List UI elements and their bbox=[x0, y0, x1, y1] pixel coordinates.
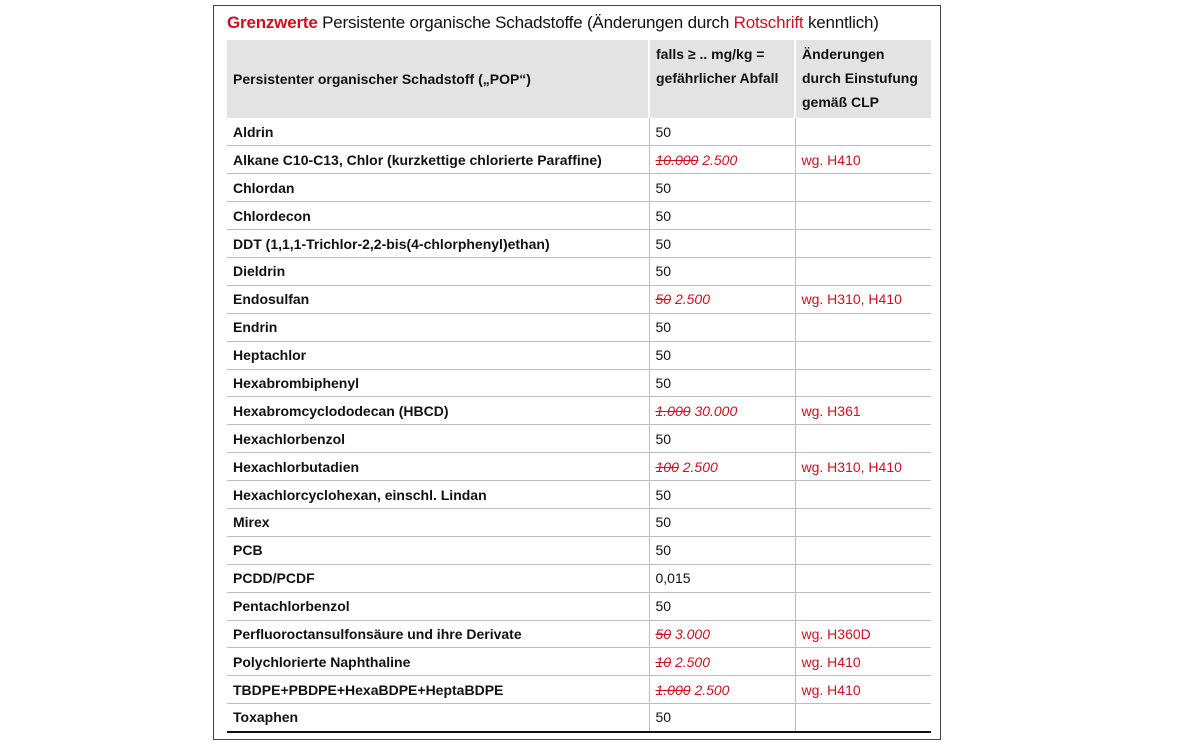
substance-name: Mirex bbox=[227, 508, 649, 536]
new-value: 2.500 bbox=[682, 458, 718, 475]
table-row bbox=[227, 648, 931, 676]
old-value: 10.000 bbox=[655, 151, 699, 168]
header-threshold: falls ≥ .. mg/kg = gefährlicher Abfall bbox=[649, 40, 795, 118]
threshold-value: 0,015 bbox=[649, 564, 795, 592]
threshold-value bbox=[649, 620, 795, 648]
substance-name: PCB bbox=[227, 536, 649, 564]
substance-name: Dieldrin bbox=[227, 257, 649, 285]
clp-change bbox=[795, 230, 931, 258]
threshold-value: 50 bbox=[649, 481, 795, 509]
clp-change bbox=[795, 536, 931, 564]
table-row bbox=[227, 481, 931, 509]
table-row bbox=[227, 536, 931, 564]
title-red-word: Rotschrift bbox=[733, 13, 804, 32]
table-row bbox=[227, 369, 931, 397]
threshold-value: 50 bbox=[649, 425, 795, 453]
substance-name: Heptachlor bbox=[227, 341, 649, 369]
table-row bbox=[227, 508, 931, 536]
header-row bbox=[227, 40, 931, 118]
substance-name: PCDD/PCDF bbox=[227, 564, 649, 592]
clp-change bbox=[795, 481, 931, 509]
threshold-value: 50 bbox=[649, 313, 795, 341]
table-row bbox=[227, 341, 931, 369]
threshold-value: 50 bbox=[649, 508, 795, 536]
threshold-value: 50 bbox=[649, 704, 795, 732]
table-row bbox=[227, 230, 931, 258]
new-value: 2.500 bbox=[674, 653, 711, 670]
old-value: 1.000 bbox=[655, 681, 691, 698]
clp-change: wg. H410 bbox=[795, 676, 931, 704]
clp-change bbox=[795, 508, 931, 536]
table-body bbox=[227, 118, 931, 732]
clp-change bbox=[795, 425, 931, 453]
old-value: 50 bbox=[655, 291, 672, 308]
old-value: 50 bbox=[655, 625, 672, 642]
title-part1: Persistente organische Schadstoffe (Änderungen durch bbox=[317, 13, 734, 32]
clp-change bbox=[795, 704, 931, 732]
clp-change bbox=[795, 592, 931, 620]
table-row bbox=[227, 118, 931, 146]
substance-name: Chlordan bbox=[227, 174, 649, 202]
threshold-value: 50 bbox=[649, 536, 795, 564]
pop-limits-table bbox=[227, 40, 931, 733]
new-value: 2.500 bbox=[702, 151, 738, 168]
clp-change bbox=[795, 118, 931, 146]
substance-name: Hexachlorcyclohexan, einschl. Lindan bbox=[227, 481, 649, 509]
old-value: 10 bbox=[655, 653, 672, 670]
table-title bbox=[227, 13, 879, 33]
substance-name: Endosulfan bbox=[227, 285, 649, 313]
substance-name: Hexachlorbenzol bbox=[227, 425, 649, 453]
clp-change bbox=[795, 564, 931, 592]
substance-name: Chlordecon bbox=[227, 202, 649, 230]
table-row bbox=[227, 202, 931, 230]
threshold-value: 50 bbox=[649, 369, 795, 397]
threshold-value: 50 bbox=[649, 341, 795, 369]
threshold-value bbox=[649, 648, 795, 676]
table-row bbox=[227, 397, 931, 425]
table-row bbox=[227, 425, 931, 453]
threshold-value: 50 bbox=[649, 592, 795, 620]
clp-change bbox=[795, 369, 931, 397]
clp-change: wg. H361 bbox=[795, 397, 931, 425]
threshold-value bbox=[649, 285, 795, 313]
substance-name: Hexabrombiphenyl bbox=[227, 369, 649, 397]
clp-change: wg. H310, H410 bbox=[795, 285, 931, 313]
substance-name: Alkane C10-C13, Chlor (kurzkettige chlorierte Paraffine) bbox=[227, 146, 649, 174]
table-row bbox=[227, 174, 931, 202]
substance-name: Perfluoroctansulfonsäure und ihre Derivate bbox=[227, 620, 649, 648]
table-row bbox=[227, 620, 931, 648]
table-row bbox=[227, 453, 931, 481]
threshold-value: 50 bbox=[649, 230, 795, 258]
new-value: 2.500 bbox=[674, 291, 711, 308]
header-substance: Persistenter organischer Schadstoff („POP“) bbox=[227, 40, 649, 118]
threshold-value bbox=[649, 453, 795, 481]
threshold-value bbox=[649, 397, 795, 425]
table-row bbox=[227, 704, 931, 732]
substance-name: Endrin bbox=[227, 313, 649, 341]
table-row bbox=[227, 257, 931, 285]
substance-name: Aldrin bbox=[227, 118, 649, 146]
new-value: 2.500 bbox=[694, 681, 730, 698]
new-value: 30.000 bbox=[694, 402, 738, 419]
clp-change bbox=[795, 341, 931, 369]
threshold-value: 50 bbox=[649, 257, 795, 285]
title-bold: Grenzwerte bbox=[227, 13, 318, 32]
clp-change bbox=[795, 313, 931, 341]
threshold-value: 50 bbox=[649, 118, 795, 146]
threshold-value: 50 bbox=[649, 202, 795, 230]
table-row bbox=[227, 676, 931, 704]
threshold-value bbox=[649, 676, 795, 704]
old-value: 100 bbox=[655, 458, 679, 475]
substance-name: DDT (1,1,1-Trichlor-2,2-bis(4-chlorphenyl)ethan) bbox=[227, 230, 649, 258]
clp-change bbox=[795, 202, 931, 230]
substance-name: Hexachlorbutadien bbox=[227, 453, 649, 481]
substance-name: Hexabromcyclododecan (HBCD) bbox=[227, 397, 649, 425]
clp-change: wg. H410 bbox=[795, 146, 931, 174]
threshold-value bbox=[649, 146, 795, 174]
table-row bbox=[227, 146, 931, 174]
substance-name: Pentachlorbenzol bbox=[227, 592, 649, 620]
table-row bbox=[227, 313, 931, 341]
table-frame bbox=[213, 5, 941, 740]
header-changes: Änderungen durch Einstufung gemäß CLP bbox=[795, 40, 931, 118]
threshold-value: 50 bbox=[649, 174, 795, 202]
substance-name: TBDPE+PBDPE+HexaBDPE+HeptaBDPE bbox=[227, 676, 649, 704]
clp-change: wg. H360D bbox=[795, 620, 931, 648]
table-row bbox=[227, 285, 931, 313]
clp-change bbox=[795, 174, 931, 202]
old-value: 1.000 bbox=[655, 402, 691, 419]
substance-name: Toxaphen bbox=[227, 704, 649, 732]
table-row bbox=[227, 592, 931, 620]
table-row bbox=[227, 564, 931, 592]
clp-change: wg. H410 bbox=[795, 648, 931, 676]
clp-change bbox=[795, 257, 931, 285]
substance-name: Polychlorierte Naphthaline bbox=[227, 648, 649, 676]
clp-change: wg. H310, H410 bbox=[795, 453, 931, 481]
new-value: 3.000 bbox=[674, 625, 711, 642]
title-part2: kenntlich) bbox=[803, 13, 879, 32]
